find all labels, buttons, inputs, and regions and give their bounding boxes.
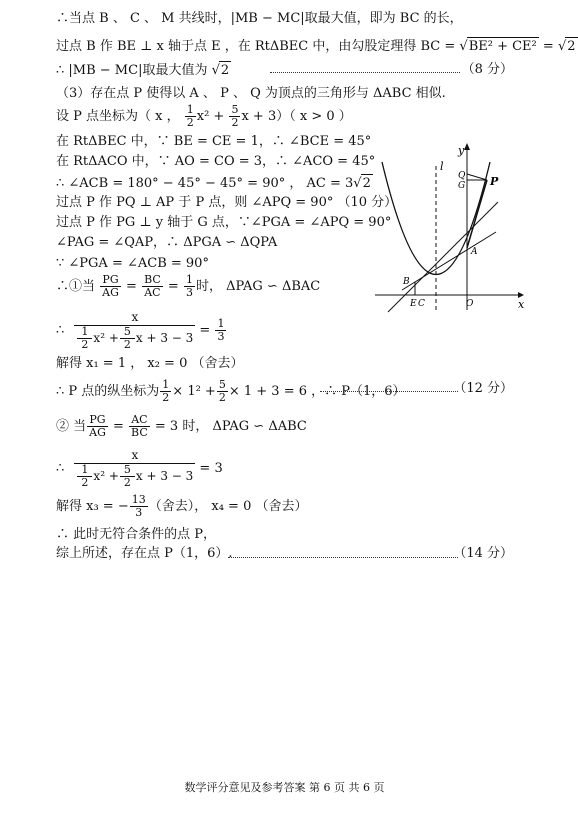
- sqrt-sign: √: [459, 39, 468, 54]
- fraction-one-third-2: $\frac{1}{3}$: [217, 317, 225, 343]
- line-3: [56, 61, 231, 80]
- line-3-text: ∴ |MB − MC|取最大值为: [56, 63, 208, 78]
- fraction-thirteen-third: $\frac{13}{3}$: [131, 493, 146, 519]
- fraction-one-third: $\frac{1}{3}$: [185, 273, 193, 299]
- line-13-end: 时， ΔPAG ∽ ΔBAC: [195, 279, 321, 294]
- line-14-therefore: ∴: [56, 323, 65, 338]
- line-6: 在 RtΔBEC 中，∵ BE = CE = 1，∴ ∠BCE = 45°: [56, 134, 372, 149]
- fraction-five-half-2: $\frac{5}{2}$: [218, 378, 226, 404]
- line-19: [56, 494, 307, 519]
- sqrt-radicand-8: 2: [362, 176, 371, 191]
- line-13-text: ∴①当: [56, 279, 96, 294]
- label-l: l: [440, 160, 444, 173]
- fraction-ac-bc: $\frac{AC}{BC}$: [131, 413, 148, 439]
- line-16-end: × 1 + 3 = 6 ，∴ P（1，6）: [228, 384, 406, 399]
- dot-leader-8: [270, 72, 460, 73]
- line-8-text: ∴ ∠ACB = 180° − 45° − 45° = 90° ， AC = 3: [56, 176, 354, 191]
- line-5: [56, 104, 352, 129]
- label-p: P: [490, 175, 499, 188]
- fraction-pg-ag-2: $\frac{PG}{AG}$: [89, 413, 106, 439]
- line-20: ∴ 此时无符合条件的点 P，: [56, 527, 217, 542]
- label-a: A: [471, 247, 478, 257]
- fraction-bc-ac: $\frac{BC}{AC}$: [144, 273, 161, 299]
- line-11: ∠PAG = ∠QAP，∴ ΔPGA ∽ ΔQPA: [56, 235, 278, 250]
- line-1: ∴当点 B 、 C 、 M 共线时，|MB − MC|取最大值，即为 BC 的长，: [56, 11, 463, 26]
- line-15: 解得 x₁ = 1 ， x₂ = 0 （舍去）: [56, 356, 244, 371]
- line-7: 在 RtΔACO 中，∵ AO = CO = 3，∴ ∠ACO = 45°: [56, 154, 376, 169]
- big-fraction-1-den: $\frac{1}{2}$ x² + $\frac{5}{2}$ x + 3 − 3: [74, 326, 195, 351]
- label-e: E: [410, 299, 417, 309]
- sqrt-sign-8: √: [353, 176, 362, 191]
- score-8: （8 分）: [461, 62, 513, 77]
- line-17: [56, 414, 307, 439]
- big-fraction-1-num: x: [74, 310, 195, 326]
- big-fraction-2: [74, 448, 195, 489]
- line-ba: [402, 232, 496, 290]
- label-c: C: [418, 299, 425, 309]
- y-axis-arrow: [464, 143, 470, 150]
- line-5-mid: x² +: [196, 109, 225, 124]
- label-b: B: [403, 277, 410, 287]
- eq-d: =: [108, 419, 129, 434]
- line-9: 过点 P 作 PQ ⊥ AP 于 P 点，则 ∠APQ = 90° （10 分）: [56, 195, 398, 210]
- line-16-text: ∴ P 点的纵坐标为: [56, 384, 160, 399]
- score-14: （14 分）: [453, 546, 513, 561]
- line-18-therefore: ∴: [56, 461, 65, 476]
- fraction-half: $\frac{1}{2}$: [186, 103, 194, 129]
- fraction-five-half: $\frac{5}{2}$: [231, 103, 239, 129]
- sqrt-sign-3: √: [211, 63, 220, 78]
- line-2: [56, 37, 578, 56]
- line-17-text: ② 当: [56, 419, 87, 434]
- equals: =: [538, 39, 558, 54]
- line-4: （3）存在点 P 使得以 A 、 P 、 Q 为顶点的三角形与 ΔABC 相似.: [56, 86, 446, 101]
- line-8: [56, 174, 373, 193]
- line-2-text: 过点 B 作 BE ⊥ x 轴于点 E ，在 RtΔBEC 中，由勾股定理得 BC =: [56, 39, 456, 54]
- label-g: G: [458, 181, 466, 191]
- line-14: [56, 310, 227, 351]
- label-o: O: [466, 299, 474, 309]
- sqrt-radicand: BE² + CE²: [468, 39, 537, 54]
- dot-leader-12: [320, 391, 458, 392]
- line-19-end: （舍去）， x₄ = 0 （舍去）: [148, 499, 308, 514]
- line-5-text: 设 P 点坐标为（ x ，: [56, 109, 180, 124]
- fraction-half-2: $\frac{1}{2}$: [162, 378, 170, 404]
- line-16-mid: × 1² +: [172, 384, 216, 399]
- label-q: Q: [458, 171, 466, 181]
- eq-a: =: [121, 279, 142, 294]
- fraction-pg-ag: $\frac{PG}{AG}$: [102, 273, 119, 299]
- line-5-end: x + 3）（ x > 0 ）: [241, 109, 352, 124]
- sqrt-radicand-2: 2: [567, 39, 576, 54]
- line-12: ∵ ∠PGA = ∠ACB = 90°: [56, 256, 209, 271]
- label-x: x: [518, 298, 525, 311]
- line-19-text: 解得 x₃ = −: [56, 499, 129, 514]
- eq-b: =: [163, 279, 183, 294]
- sqrt-sign-2: √: [557, 39, 567, 54]
- line-18: [56, 448, 223, 489]
- line-ap: [467, 180, 487, 248]
- dot-leader-14: [228, 557, 458, 558]
- line-17-end: = 3 时， ΔPAG ∽ ΔABC: [150, 419, 307, 434]
- big-fraction-2-den: $\frac{1}{2}$ x² + $\frac{5}{2}$ x + 3 − 3: [74, 464, 195, 489]
- line-13: [56, 274, 320, 299]
- segment-pq: [467, 174, 487, 180]
- page-footer: 数学评分意见及参考答案 第 6 页 共 6 页: [184, 781, 385, 794]
- score-12: （12 分）: [453, 381, 513, 396]
- parabola-figure: [370, 140, 526, 315]
- eq-c: =: [195, 323, 215, 338]
- line-21: 综上所述，存在点 P（1，6）.: [56, 546, 233, 561]
- big-fraction-1: [74, 310, 195, 351]
- line-10: 过点 P 作 PG ⊥ y 轴于 G 点，∵∠PGA = ∠APQ = 90°: [56, 215, 392, 230]
- big-fraction-2-num: x: [74, 448, 195, 464]
- eq-e: = 3: [195, 461, 223, 476]
- label-y: y: [458, 144, 465, 157]
- sqrt-radicand-3: 2: [220, 63, 230, 78]
